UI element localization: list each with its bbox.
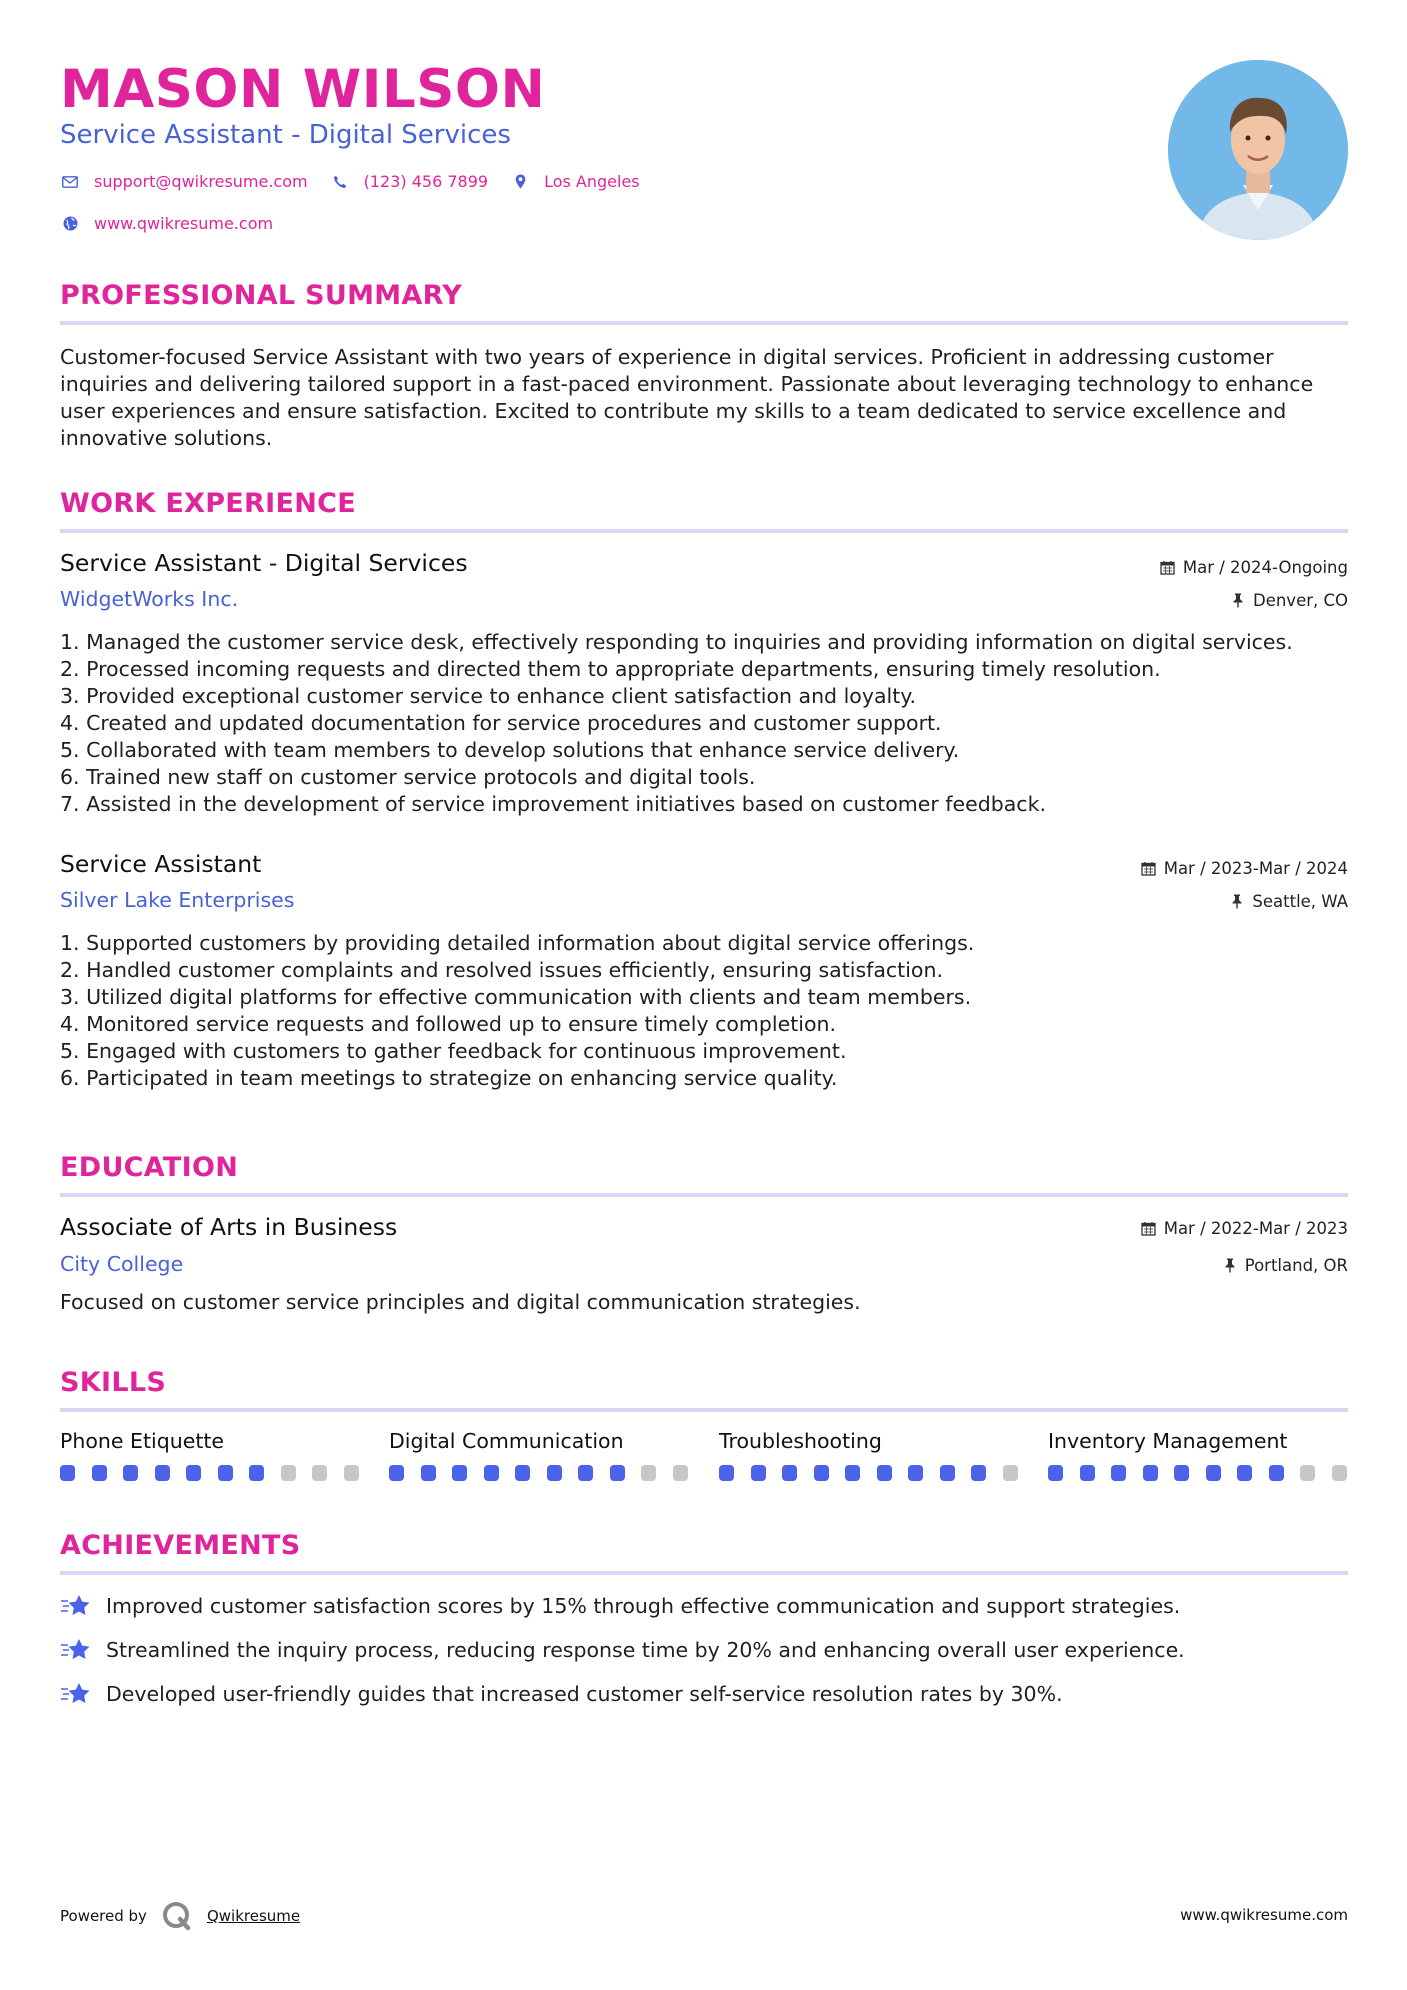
- calendar-icon: [1140, 861, 1158, 876]
- calendar-icon: [1159, 560, 1177, 575]
- skill-label: Troubleshooting: [719, 1429, 882, 1453]
- rating-dot-filled: [1206, 1465, 1221, 1481]
- rating-dot-empty: [344, 1465, 359, 1481]
- rating-dot-filled: [814, 1465, 829, 1481]
- rating-dot-filled: [186, 1465, 201, 1481]
- website-item[interactable]: [60, 214, 273, 233]
- summary-text: Customer-focused Service Assistant with two years of experience in digital services. Proficient in addressing customer inquiries and delivering tailored support in a fast-paced environment. Passionate about leveraging technology to enhance user experiences and ensure satisfaction. Excited to contribute my skills to a team dedicated to service excellence and innovative solutions.: [60, 345, 1314, 450]
- skill-label: Digital Communication: [389, 1429, 624, 1453]
- rating-dot-filled: [452, 1465, 467, 1481]
- experience-heading: WORK EXPERIENCE: [60, 488, 356, 519]
- list-item: 2. Processed incoming requests and directed them to appropriate departments, ensuring timely resolution.: [60, 657, 1161, 681]
- rating-dot-empty: [281, 1465, 296, 1481]
- rating-dot-filled: [515, 1465, 530, 1481]
- job-company: WidgetWorks Inc.: [60, 587, 239, 611]
- school-name: City College: [60, 1252, 184, 1276]
- candidate-name: MASON WILSON: [60, 59, 546, 120]
- email-item[interactable]: [60, 172, 308, 191]
- skill-item: [389, 1429, 689, 1453]
- achievements-divider: [60, 1571, 1348, 1575]
- location-item: [510, 172, 640, 191]
- rating-dot-filled: [547, 1465, 562, 1481]
- rating-dot-empty: [1003, 1465, 1018, 1481]
- achievement-item: [60, 1636, 1185, 1664]
- education-description: Focused on customer service principles and digital communication strategies.: [60, 1290, 861, 1314]
- skill-label: Phone Etiquette: [60, 1429, 225, 1453]
- education-dates: [1140, 1219, 1348, 1238]
- rating-dot-filled: [484, 1465, 499, 1481]
- list-item: 5. Engaged with customers to gather feedback for continuous improvement.: [60, 1039, 847, 1063]
- job-bullets: [60, 629, 1293, 818]
- skill-rating: [1048, 1465, 1363, 1481]
- rating-dot-filled: [1174, 1465, 1189, 1481]
- skill-item: [719, 1429, 1019, 1453]
- education-heading: EDUCATION: [60, 1152, 239, 1183]
- rating-dot-filled: [1048, 1465, 1063, 1481]
- footer-powered-by: [60, 1900, 300, 1932]
- rating-dot-filled: [92, 1465, 107, 1481]
- rating-dot-filled: [421, 1465, 436, 1481]
- list-item: 1. Managed the customer service desk, effectively responding to inquiries and providing information on digital services.: [60, 630, 1293, 654]
- pushpin-icon: [1229, 593, 1247, 608]
- rating-dot-filled: [610, 1465, 625, 1481]
- rating-dot-empty: [673, 1465, 688, 1481]
- location-text: Los Angeles: [544, 172, 640, 191]
- list-item: 2. Handled customer complaints and resolved issues efficiently, ensuring satisfaction.: [60, 958, 943, 982]
- skill-rating: [60, 1465, 375, 1481]
- rating-dot-filled: [1269, 1465, 1284, 1481]
- rating-dot-filled: [218, 1465, 233, 1481]
- qwikresume-logo-icon: [161, 1900, 193, 1932]
- summary-divider: [60, 321, 1348, 325]
- footer-website[interactable]: www.qwikresume.com: [1180, 1906, 1348, 1924]
- summary-heading: PROFESSIONAL SUMMARY: [60, 280, 463, 311]
- list-item: 7. Assisted in the development of service improvement initiatives based on customer feedback.: [60, 792, 1046, 816]
- rating-dot-filled: [908, 1465, 923, 1481]
- achievement-text: Streamlined the inquiry process, reducing response time by 20% and enhancing overall user experience.: [106, 1638, 1185, 1662]
- contact-row: [60, 172, 662, 191]
- rating-dot-filled: [1237, 1465, 1252, 1481]
- skills-heading: SKILLS: [60, 1367, 167, 1398]
- skill-item: [60, 1429, 360, 1453]
- skill-label: Inventory Management: [1048, 1429, 1288, 1453]
- list-item: 1. Supported customers by providing detailed information about digital service offerings.: [60, 931, 975, 955]
- job-bullets: [60, 930, 974, 1092]
- phone-item[interactable]: [330, 172, 488, 191]
- rating-dot-filled: [60, 1465, 75, 1481]
- pushpin-icon: [1221, 1258, 1239, 1273]
- rating-dot-empty: [641, 1465, 656, 1481]
- rating-dot-filled: [249, 1465, 264, 1481]
- achievement-text: Developed user-friendly guides that increased customer self-service resolution rates by 30%.: [106, 1682, 1063, 1706]
- email-text[interactable]: support@qwikresume.com: [94, 172, 308, 191]
- pushpin-icon: [1228, 894, 1246, 909]
- job-dates: [1159, 558, 1348, 577]
- rating-dot-empty: [312, 1465, 327, 1481]
- website-row: [60, 214, 295, 233]
- globe-icon: [60, 216, 80, 231]
- rating-dot-filled: [971, 1465, 986, 1481]
- list-item: 3. Utilized digital platforms for effective communication with clients and team members.: [60, 985, 972, 1009]
- rating-dot-filled: [578, 1465, 593, 1481]
- achievements-heading: ACHIEVEMENTS: [60, 1530, 301, 1561]
- job-company: Silver Lake Enterprises: [60, 888, 295, 912]
- list-item: 5. Collaborated with team members to develop solutions that enhance service delivery.: [60, 738, 960, 762]
- rating-dot-filled: [389, 1465, 404, 1481]
- rating-dot-empty: [1300, 1465, 1315, 1481]
- star-icon: [60, 1592, 92, 1620]
- job-title: Service Assistant: [60, 850, 262, 878]
- envelope-icon: [60, 176, 80, 188]
- list-item: 4. Created and updated documentation for service procedures and customer support.: [60, 711, 942, 735]
- list-item: 4. Monitored service requests and followed up to ensure timely completion.: [60, 1012, 836, 1036]
- rating-dot-filled: [845, 1465, 860, 1481]
- education-divider: [60, 1193, 1348, 1197]
- phone-icon: [330, 175, 350, 189]
- brand-link[interactable]: Qwikresume: [206, 1907, 301, 1925]
- list-item: 3. Provided exceptional customer service to enhance client satisfaction and loyalty.: [60, 684, 916, 708]
- website-text[interactable]: www.qwikresume.com: [94, 214, 274, 233]
- skill-item: [1048, 1429, 1348, 1453]
- job-location: [1229, 591, 1348, 610]
- education-dates-text: Mar / 2022-Mar / 2023: [1163, 1219, 1348, 1238]
- star-icon: [60, 1680, 92, 1708]
- rating-dot-filled: [1080, 1465, 1095, 1481]
- job-dates: [1140, 859, 1348, 878]
- rating-dot-filled: [719, 1465, 734, 1481]
- skills-divider: [60, 1408, 1348, 1412]
- job-location-text: Denver, CO: [1252, 591, 1348, 610]
- achievement-text: Improved customer satisfaction scores by 15% through effective communication and support strategies.: [106, 1594, 1181, 1618]
- star-icon: [60, 1636, 92, 1664]
- map-pin-icon: [510, 174, 530, 189]
- education-location-text: Portland, OR: [1244, 1256, 1348, 1275]
- rating-dot-empty: [1332, 1465, 1347, 1481]
- calendar-icon: [1140, 1221, 1158, 1236]
- achievement-item: [60, 1592, 1180, 1620]
- candidate-role: Service Assistant - Digital Services: [60, 120, 511, 150]
- rating-dot-filled: [155, 1465, 170, 1481]
- job-dates-text: Mar / 2023-Mar / 2024: [1163, 859, 1348, 878]
- rating-dot-filled: [782, 1465, 797, 1481]
- degree-title: Associate of Arts in Business: [60, 1213, 398, 1241]
- powered-by-text: Powered by: [60, 1907, 147, 1925]
- rating-dot-filled: [877, 1465, 892, 1481]
- rating-dot-filled: [940, 1465, 955, 1481]
- phone-text[interactable]: (123) 456 7899: [363, 172, 489, 191]
- skill-rating: [389, 1465, 704, 1481]
- rating-dot-filled: [751, 1465, 766, 1481]
- skill-rating: [719, 1465, 1034, 1481]
- rating-dot-filled: [1111, 1465, 1126, 1481]
- profile-photo: [1168, 60, 1348, 240]
- job-location: [1228, 892, 1348, 911]
- job-location-text: Seattle, WA: [1252, 892, 1348, 911]
- experience-divider: [60, 529, 1348, 533]
- job-title: Service Assistant - Digital Services: [60, 549, 468, 577]
- job-dates-text: Mar / 2024-Ongoing: [1182, 558, 1348, 577]
- rating-dot-filled: [1143, 1465, 1158, 1481]
- education-location: [1221, 1256, 1348, 1275]
- list-item: 6. Participated in team meetings to strategize on enhancing service quality.: [60, 1066, 838, 1090]
- rating-dot-filled: [123, 1465, 138, 1481]
- achievement-item: [60, 1680, 1063, 1708]
- list-item: 6. Trained new staff on customer service protocols and digital tools.: [60, 765, 756, 789]
